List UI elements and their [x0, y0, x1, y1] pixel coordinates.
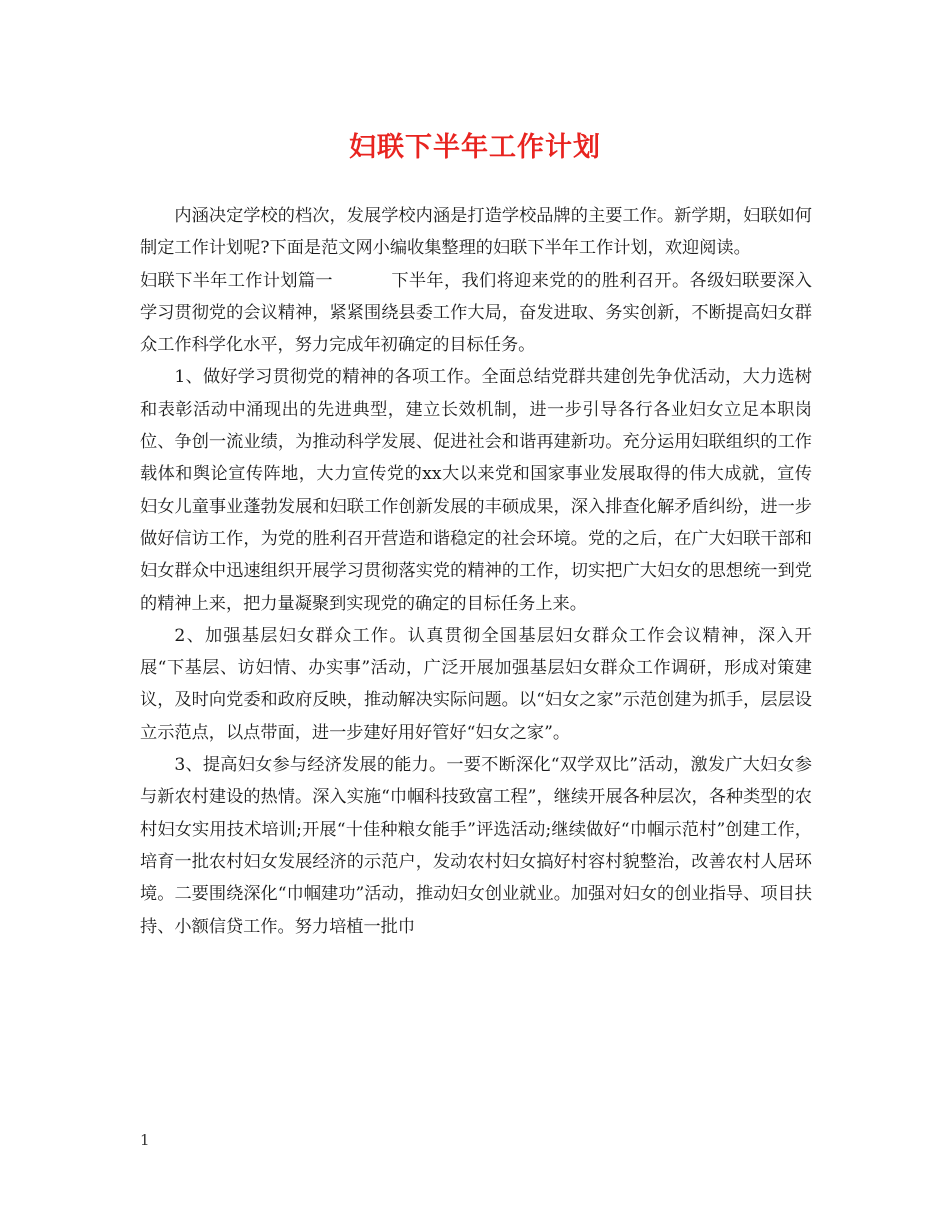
page-number: 1	[140, 1131, 150, 1149]
paragraph-3: 3、提高妇女参与经济发展的能力。一要不断深化“双学双比”活动，激发广大妇女参与新农村建设的热情。深入实施“巾帼科技致富工程”，继续开展各种层次，各种类型的农村妇女实用技术培训;开展“十佳种粮女能手”评选活动;继续做好“巾帼示范村”创建工作，培育一批农村妇女发展经济的示范户，发动农村妇女搞好村容村貌整治，改善农村人居环境。二要围绕深化“巾帼建功”活动，推动妇女创业就业。加强对妇女的创业指导、项目扶持、小额信贷工作。努力培植一批巾	[140, 755, 812, 937]
intro-paragraph: 内涵决定学校的档次，发展学校内涵是打造学校品牌的主要工作。新学期，妇联如何制定工作计划呢?下面是范文网小编收集整理的妇联下半年工作计划，欢迎阅读。	[140, 206, 812, 259]
document-title: 妇联下半年工作计划	[349, 132, 601, 163]
document-body	[140, 200, 812, 943]
paragraph-2: 2、加强基层妇女群众工作。认真贯彻全国基层妇女群众工作会议精神，深入开展“下基层、访妇情、办实事”活动，广泛开展加强基层妇女群众工作调研，形成对策建议，及时向党委和政府反映，推动解决实际问题。以“妇女之家”示范创建为抓手，层层设立示范点，以点带面，进一步建好用好管好“妇女之家”。	[140, 625, 812, 743]
section-intro: 下半年，我们将迎来党的的胜利召开。各级妇联要深入学习贯彻党的会议精神，紧紧围绕县委工作大局，奋发进取、务实创新，不断提高妇女群众工作科学化水平，努力完成年初确定的目标任务。	[140, 270, 812, 356]
paragraph-1: 1、做好学习贯彻党的精神的各项工作。全面总结党群共建创先争优活动，大力选树和表彰活动中涌现出的先进典型，建立长效机制，进一步引导各行各业妇女立足本职岗位、争创一流业绩，为推动科学发展、促进社会和谐再建新功。充分运用妇联组织的工作载体和舆论宣传阵地，大力宣传党的xx大以来党和国家事业发展取得的伟大成就，宣传妇女儿童事业蓬勃发展和妇联工作创新发展的丰硕成果，深入排查化解矛盾纠纷，进一步做好信访工作，为党的胜利召开营造和谐稳定的社会环境。党的之后，在广大妇联干部和妇女群众中迅速组织开展学习贯彻落实党的精神的工作，切实把广大妇女的思想统一到党的精神上来，把力量凝聚到实现党的确定的目标任务上来。	[140, 367, 812, 614]
section-heading: 妇联下半年工作计划篇一	[140, 270, 333, 291]
section-block	[140, 265, 812, 362]
